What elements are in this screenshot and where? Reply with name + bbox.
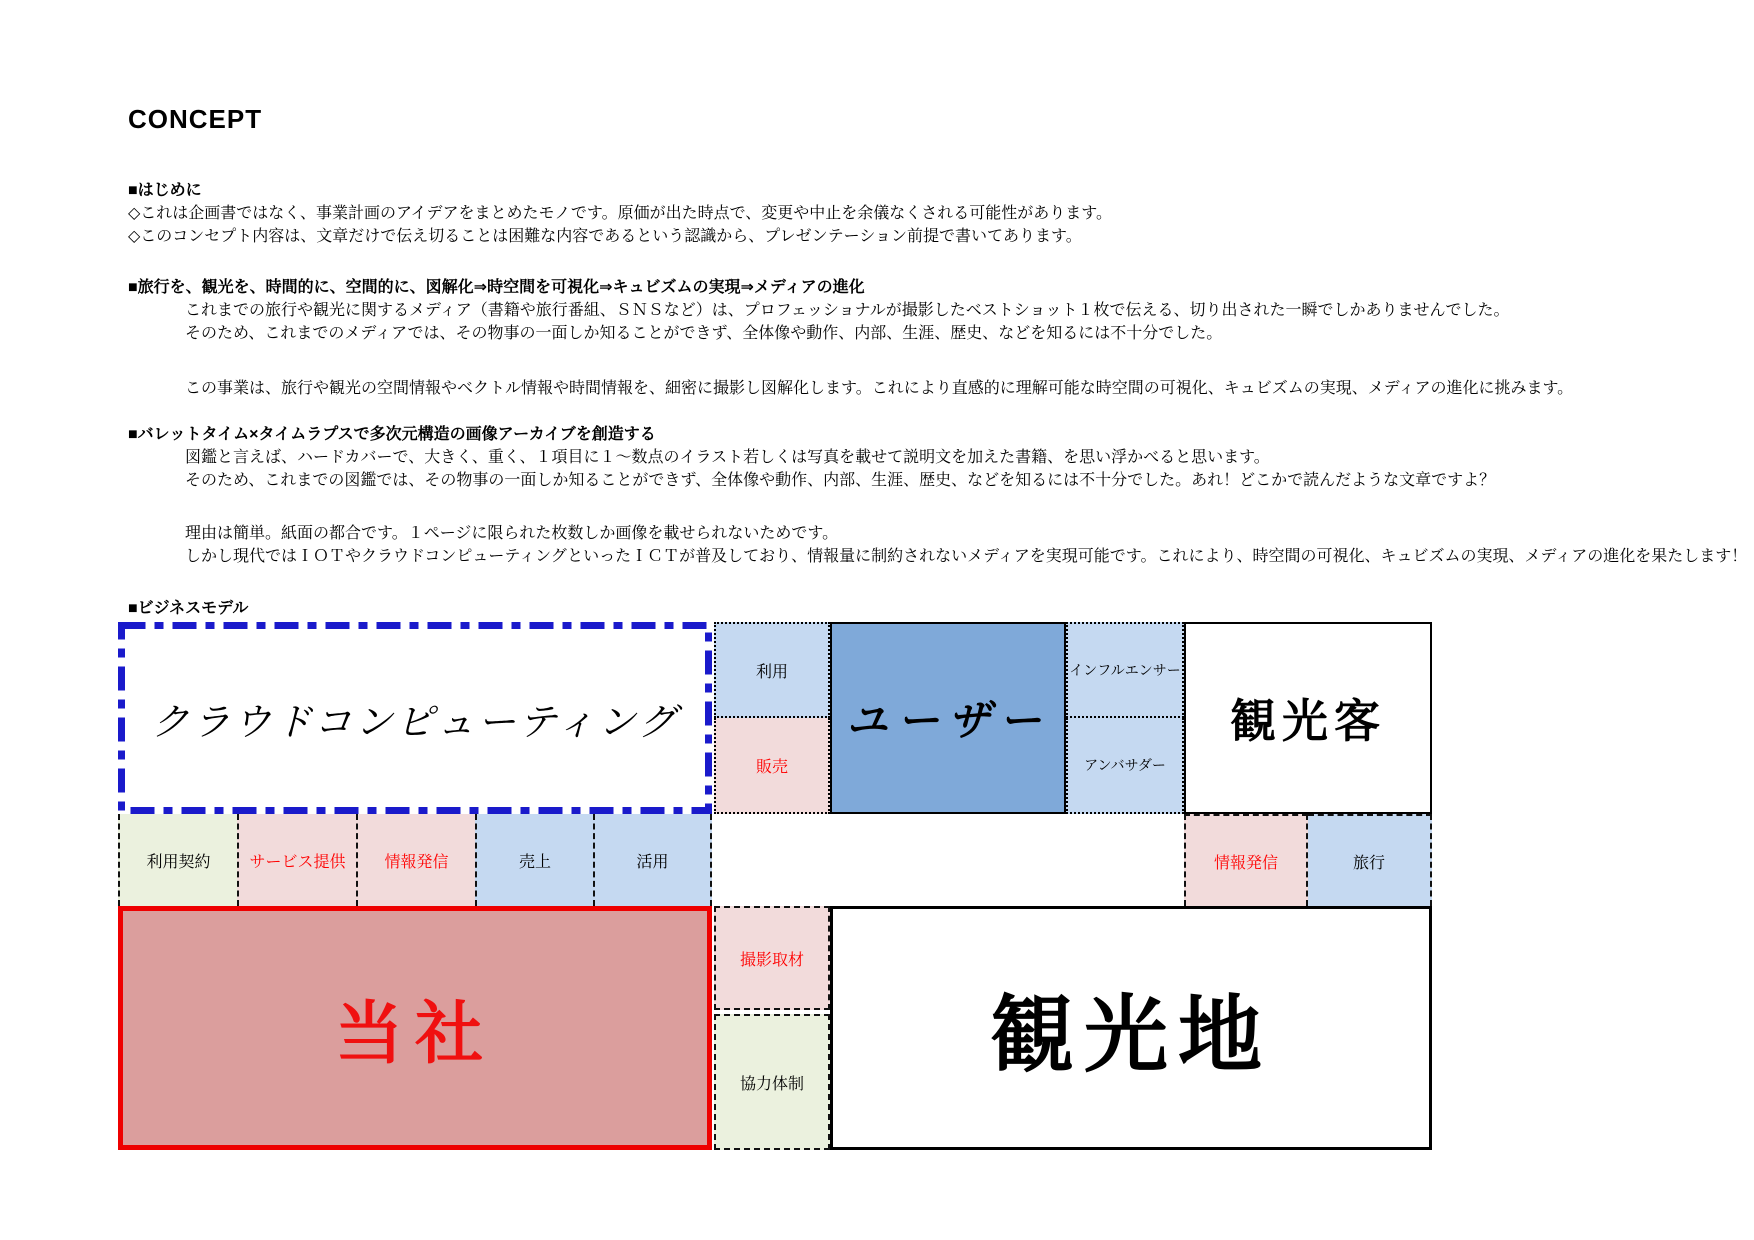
revenue-label: 売上 xyxy=(518,853,551,871)
cloud-computing-box xyxy=(118,622,712,814)
intro-line-2: ◇このコンセプト内容は、文章だけで伝え切ることは困難な内容であるという認識から、プレゼンテーション前提で書いてあります。 xyxy=(128,228,1082,245)
usage-contract-label: 利用契約 xyxy=(146,853,211,871)
info-dissemination-right-label: 情報発信 xyxy=(1213,854,1278,872)
tourist-site-box xyxy=(830,906,1432,1150)
utilization-label: 活用 xyxy=(636,853,669,871)
archive-line-2: そのため、これまでの図鑑では、その物事の一面しか知ることができず、全体像や動作、内部、生涯、歴史、などを知るには不十分でした。あれ！どこかで読んだような文章ですよ？ xyxy=(185,472,1496,489)
sales-cell xyxy=(714,718,830,814)
influencer-label: インフルエンサー xyxy=(1069,662,1181,678)
media-line-2: そのため、これまでのメディアでは、その物事の一面しか知ることができず、全体像や動作、内部、生涯、歴史、などを知るには不十分でした。 xyxy=(185,325,1223,342)
cooperation-structure-label: 協力体制 xyxy=(739,1075,804,1093)
section-intro-heading: ■はじめに xyxy=(128,182,202,199)
media-line-1: これまでの旅行や観光に関するメディア（書籍や旅行番組、ＳＮＳなど）は、プロフェッショナルが撮影したベストショット１枚で伝える、切り出された一瞬でしかありませんでした。 xyxy=(185,302,1510,319)
utilization-cell xyxy=(593,814,712,906)
user-label: ユーザー xyxy=(845,696,1050,745)
usage-label: 利用 xyxy=(755,663,788,681)
photo-coverage-cell xyxy=(714,906,830,1010)
info-dissemination-left-cell xyxy=(356,814,475,906)
usage-contract-cell xyxy=(118,814,237,906)
media-line-3: この事業は、旅行や観光の空間情報やベクトル情報や時間情報を、細密に撮影し図解化します。これにより直感的に理解可能な時空間の可視化、キュビズムの実現、メディアの進化に挑みます。 xyxy=(185,380,1574,397)
info-dissemination-right-cell xyxy=(1184,814,1308,906)
travel-cell xyxy=(1308,814,1432,906)
cloud-computing-label: クラウドコンピューティング xyxy=(151,699,679,744)
page-title: CONCEPT xyxy=(128,104,263,134)
info-dissemination-left-label: 情報発信 xyxy=(384,853,449,871)
intro-line-1: ◇これは企画書ではなく、事業計画のアイデアをまとめたモノです。原価が出た時点で、変更や中止を余儀なくされる可能性があります。 xyxy=(128,205,1112,222)
business-model-diagram xyxy=(118,622,1432,1150)
archive-line-3: 理由は簡単。紙面の都合です。１ページに限られた枚数しか画像を載せられないためです。 xyxy=(185,525,839,542)
section-media-heading: ■旅行を、観光を、時間的に、空間的に、図解化⇒時空間を可視化⇒キュビズムの実現⇒メディアの進化 xyxy=(128,279,865,296)
our-company-label: 当社 xyxy=(334,993,495,1074)
section-business-model-heading: ■ビジネスモデル xyxy=(128,600,249,617)
sales-label: 販売 xyxy=(755,758,788,776)
revenue-cell xyxy=(475,814,593,906)
service-provision-label: サービス提供 xyxy=(249,853,346,871)
ambassador-cell xyxy=(1066,718,1184,814)
archive-line-4: しかし現代ではＩＯＴやクラウドコンピューティングといったＩＣＴが普及しており、情報量に制約されないメディアを実現可能です。これにより、時空間の可視化、キュビズムの実現、メディアの進化を果たします！ xyxy=(185,548,1748,565)
travel-label: 旅行 xyxy=(1352,854,1385,872)
tourist-label: 観光客 xyxy=(1230,694,1386,748)
cooperation-structure-cell xyxy=(714,1014,830,1150)
archive-line-1: 図鑑と言えば、ハードカバーで、大きく、重く、１項目に１～数点のイラスト若しくは写真を載せて説明文を加えた書籍、を思い浮かべると思います。 xyxy=(185,449,1270,466)
section-archive-heading: ■バレットタイム×タイムラプスで多次元構造の画像アーカイブを創造する xyxy=(128,426,656,443)
ambassador-label: アンバサダー xyxy=(1084,757,1166,773)
influencer-cell xyxy=(1066,622,1184,718)
tourist-box xyxy=(1184,622,1432,814)
tourist-site-label: 観光地 xyxy=(989,984,1272,1084)
our-company-box xyxy=(118,906,712,1150)
usage-cell xyxy=(714,622,830,718)
user-box xyxy=(830,622,1066,814)
document-body xyxy=(128,104,1748,620)
photo-coverage-label: 撮影取材 xyxy=(739,951,804,969)
service-provision-cell xyxy=(237,814,356,906)
